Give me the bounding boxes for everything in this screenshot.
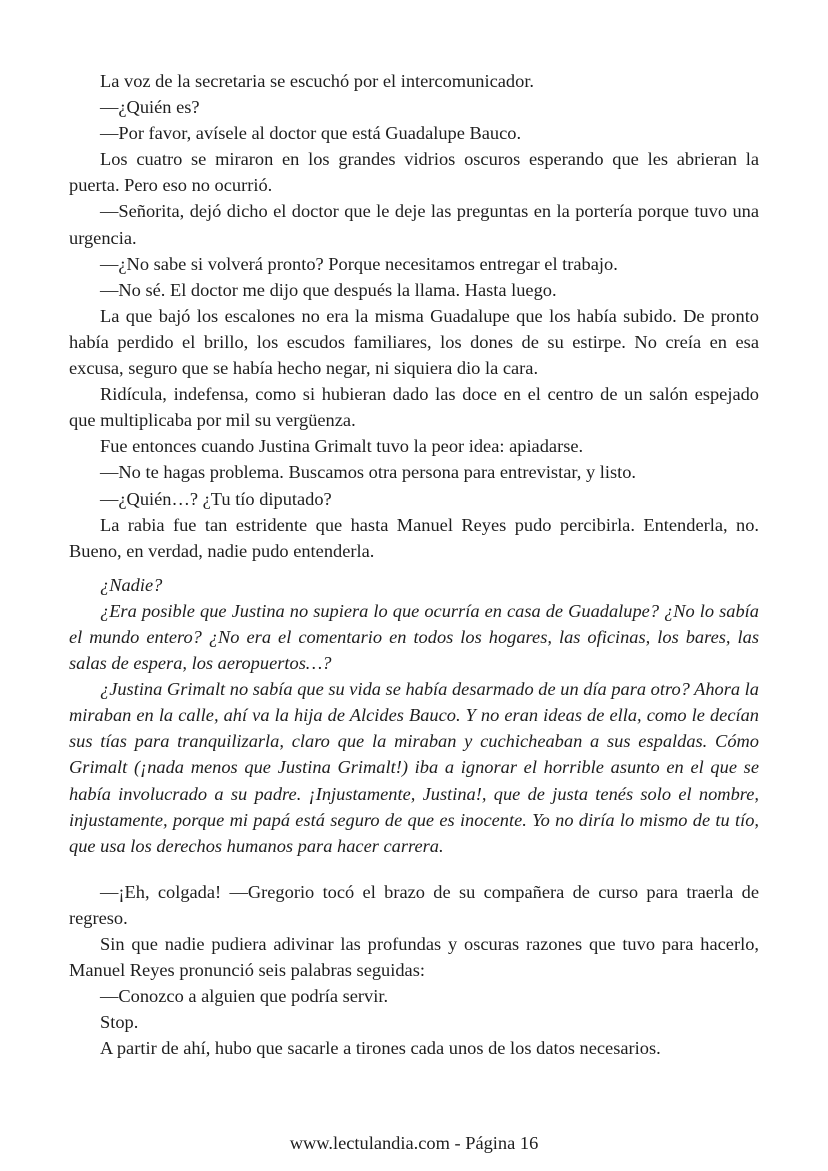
section-spacer [69, 564, 759, 572]
italic-paragraph: ¿Era posible que Justina no supiera lo que ocurría en casa de Guadalupe? ¿No lo sabía el mundo entero? ¿No era el comentario en todos los hogares, las oficinas, los bares, las salas de espera, los aeropuertos…? [69, 600, 759, 674]
paragraph: Stop. [100, 1012, 139, 1033]
italic-paragraph: ¿Justina Grimalt no sabía que su vida se había desarmado de un día para otro? Ahora la miraban en la calle, ahí va la hija de Alcides Bauco. Y no eran ideas de ella, como le decían sus tías para tranquilizarla, claro que la miraban y cuchicheaban a sus espaldas. Cómo Grimalt (¡nada menos que Justina Grimalt!) iba a ignorar el horrible asunto en el que se había involucrado a su padre. ¡Injustamente, Justina!, que de justa tenés solo el nombre, injustamente, porque mi papá está seguro de que es inocente. Yo no diría lo mismo de tu tío, que usa los derechos humanos para hacer carrera. [69, 679, 759, 856]
paragraph: Sin que nadie pudiera adivinar las profundas y oscuras razones que tuvo para hacerlo, Manuel Reyes pronunció seis palabras seguidas: [69, 934, 759, 981]
section-spacer [69, 859, 759, 879]
text-block-italic-monologue [69, 572, 759, 859]
italic-paragraph: ¿Nadie? [100, 574, 163, 595]
paragraph: La rabia fue tan estridente que hasta Manuel Reyes pudo percibirla. Entenderla, no. Bueno, en verdad, nadie pudo entenderla. [69, 514, 759, 561]
paragraph: Los cuatro se miraron en los grandes vidrios oscuros esperando que les abrieran la puerta. Pero eso no ocurrió. [69, 149, 759, 196]
paragraph: —Por favor, avísele al doctor que está Guadalupe Bauco. [100, 123, 522, 144]
paragraph: Ridícula, indefensa, como si hubieran dado las doce en el centro de un salón espejado que multiplicaba por mil su vergüenza. [69, 384, 759, 431]
paragraph: Fue entonces cuando Justina Grimalt tuvo la peor idea: apiadarse. [100, 436, 584, 457]
paragraph: —Conozco a alguien que podría servir. [100, 986, 389, 1007]
paragraph: La que bajó los escalones no era la misma Guadalupe que los había subido. De pronto había perdido el brillo, los escudos familiares, los dones de su estirpe. No creía en esa excusa, seguro que se había hecho negar, ni siquiera dio la cara. [69, 305, 759, 379]
paragraph: —No sé. El doctor me dijo que después la llama. Hasta luego. [100, 279, 557, 300]
paragraph: —¡Eh, colgada! —Gregorio tocó el brazo de su compañera de curso para traerla de regreso. [69, 881, 759, 928]
paragraph: La voz de la secretaria se escuchó por el intercomunicador. [100, 71, 535, 91]
paragraph: —¿No sabe si volverá pronto? Porque necesitamos entregar el trabajo. [100, 253, 618, 274]
text-block-dialogue [69, 68, 759, 564]
paragraph: —No te hagas problema. Buscamos otra persona para entrevistar, y listo. [100, 462, 637, 483]
paragraph: —¿Quién…? ¿Tu tío diputado? [100, 488, 332, 509]
page-footer: www.lectulandia.com - Página 16 [289, 1133, 539, 1153]
text-block-closing [69, 879, 759, 1062]
paragraph: —¿Quién es? [100, 97, 200, 118]
paragraph: —Señorita, dejó dicho el doctor que le deje las preguntas en la portería porque tuvo una urgencia. [69, 201, 759, 248]
paragraph: A partir de ahí, hubo que sacarle a tirones cada unos de los datos necesarios. [100, 1038, 661, 1059]
page-body [69, 68, 759, 1061]
